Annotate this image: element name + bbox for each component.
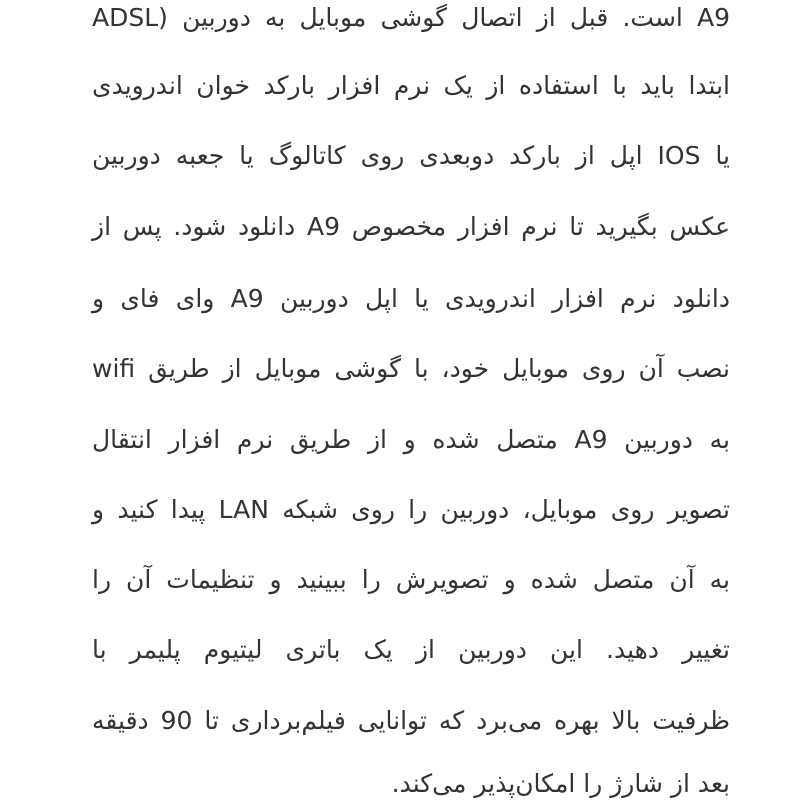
paragraph-line: ADSL) است. قبل از اتصال گوشی موبایل به دوربین A9 [92,3,730,32]
paragraph-line: یا IOS اپل از بارکد دوبعدی روی کاتالوگ یا جعبه دوربین [92,141,730,170]
paragraph-line: نصب آن روی موبایل خود، با گوشی موبایل از طریق wifi [92,354,730,383]
paragraph-line: به دوربین A9 متصل شده و از طریق نرم افزار انتقال [92,425,730,454]
paragraph-line-last: بعد از شارژ را امکان‌پذیر می‌کند. [391,769,730,798]
paragraph-line: به آن متصل شده و تصویرش را ببینید و تنظیمات آن را [92,565,730,594]
paragraph-line: تصویر روی موبایل، دوربین را روی شبکه LAN پیدا کنید و [92,495,730,524]
paragraph-line: ابتدا باید با استفاده از یک نرم افزار بارکد خوان اندرویدی [92,71,730,100]
paragraph-line: دانلود نرم افزار اندرویدی یا اپل دوربین A9 وای فای و [92,284,730,313]
paragraph-line: تغییر دهید. این دوربین از یک باتری لیتیوم پلیمر با [92,635,730,664]
paragraph-line: ظرفیت بالا بهره می‌برد که توانایی فیلم‌برداری تا 90 دقیقه [92,706,730,735]
paragraph-line: عکس بگیرید تا نرم افزار مخصوص A9 دانلود شود. پس از [92,212,730,241]
